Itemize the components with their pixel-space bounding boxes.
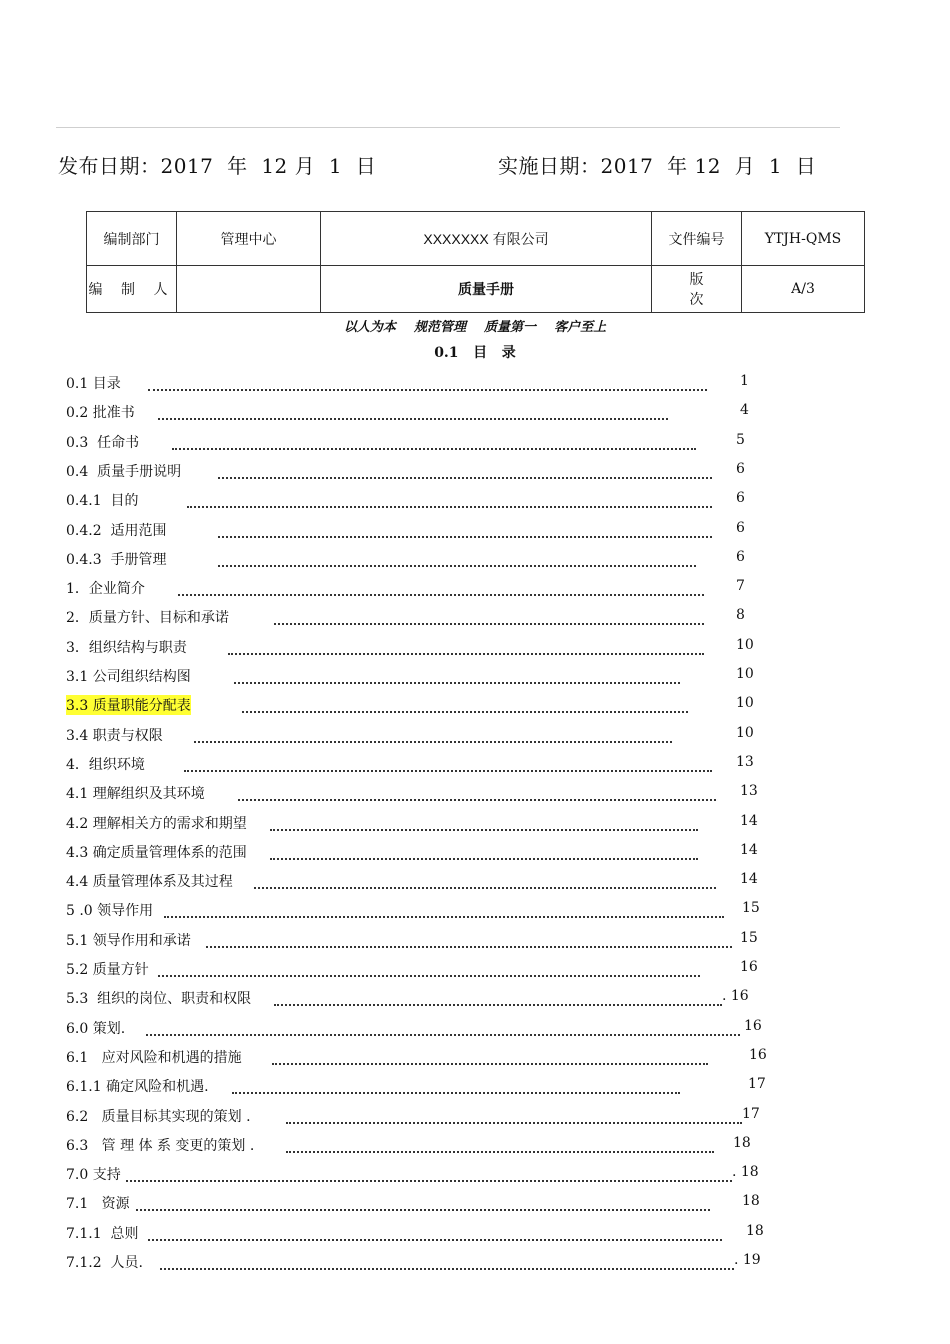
- toc-entry-label: 0.3 任命书: [66, 434, 140, 451]
- toc-entry-page: 14: [740, 841, 758, 858]
- toc-entry[interactable]: [0, 754, 950, 778]
- toc-entry-label: 6.1 应对风险和机遇的措施: [66, 1049, 242, 1066]
- toc-entry-page: 17: [742, 1105, 760, 1122]
- toc-entry-label: 7.1.1 总则: [66, 1225, 139, 1242]
- version-label: 版次: [652, 266, 742, 313]
- toc-leader-dots: [148, 373, 707, 391]
- toc-entry[interactable]: [0, 725, 950, 749]
- toc-leader-dots: [270, 813, 698, 831]
- toc-entry[interactable]: [0, 813, 950, 837]
- toc-entry-page: 6: [736, 490, 745, 507]
- toc-entry-label: 5.3 组织的岗位、职责和权限: [66, 991, 252, 1008]
- toc-entry[interactable]: [0, 373, 950, 397]
- toc-leader-dots: [228, 637, 704, 655]
- toc-entry-page: 18: [746, 1222, 764, 1239]
- toc-leader-dots: [274, 988, 722, 1006]
- toc-entry-page: 5: [736, 431, 745, 448]
- manual-title: 质量手册: [321, 266, 652, 313]
- toc-entry-page: 10: [736, 636, 754, 653]
- toc-entry[interactable]: [0, 1135, 950, 1159]
- toc-entry[interactable]: [0, 490, 950, 514]
- toc-entry-page: 6: [736, 548, 745, 565]
- toc-entry-page: 16: [740, 959, 758, 975]
- toc-entry-page: 7: [736, 578, 745, 595]
- toc-entry[interactable]: [0, 1252, 950, 1276]
- toc-leader-dots: [254, 871, 716, 889]
- document-header-table: [86, 211, 865, 313]
- toc-leader-dots: [172, 432, 696, 450]
- toc-entry-page: 14: [740, 871, 758, 888]
- toc-title: 0.1 目 录: [434, 345, 516, 361]
- toc-leader-dots: [126, 1164, 732, 1182]
- toc-entry-page: 10: [736, 666, 754, 682]
- toc-leader-dots: [184, 754, 712, 772]
- toc-entry[interactable]: [0, 900, 950, 924]
- toc-entry-label: 4.2 理解相关方的需求和期望: [66, 815, 247, 832]
- toc-entry-page: 16: [744, 1017, 762, 1034]
- toc-leader-dots: [206, 930, 732, 948]
- toc-entry[interactable]: [0, 988, 950, 1012]
- toc-entry-page: 4: [740, 402, 749, 419]
- toc-leader-dots: [270, 842, 698, 860]
- toc-entry-label: 7.1.2 人员.: [66, 1255, 143, 1271]
- toc-entry-label: 5.2 质量方针: [66, 962, 149, 978]
- toc-entry-page: 13: [736, 753, 754, 770]
- toc-entry[interactable]: [0, 1076, 950, 1100]
- toc-leader-dots: [232, 1076, 680, 1094]
- toc-entry[interactable]: [0, 783, 950, 807]
- toc-leader-dots: [136, 1193, 710, 1211]
- toc-entry-label: 0.4 质量手册说明: [66, 463, 182, 480]
- toc-entry[interactable]: [0, 871, 950, 895]
- toc-entry[interactable]: [0, 695, 950, 719]
- toc-entry-page: 10: [736, 695, 754, 712]
- toc-entry[interactable]: [0, 930, 950, 954]
- toc-leader-dots: [158, 402, 668, 420]
- toc-entry-label: 4.1 理解组织及其环境: [66, 786, 205, 803]
- toc-entry-page: 18: [742, 1193, 760, 1210]
- toc-entry[interactable]: [0, 549, 950, 573]
- toc-entry-label: 6.2 质量目标其实现的策划 .: [66, 1108, 251, 1125]
- toc-entry-label: 2．质量方针、目标和承诺: [66, 610, 229, 627]
- toc-entry-label: 5 .0 领导作用: [66, 903, 154, 920]
- toc-leader-dots: [146, 1018, 740, 1036]
- toc-entry-page: 6: [736, 460, 745, 477]
- toc-leader-dots: [160, 1252, 734, 1270]
- file-no-label: 文件编号: [652, 212, 742, 266]
- toc-leader-dots: [274, 607, 704, 625]
- toc-entry[interactable]: [0, 1193, 950, 1217]
- toc-entry-page: 10: [736, 724, 754, 741]
- toc-leader-dots: [286, 1135, 714, 1153]
- toc-entry-label: 1．企业简介: [66, 581, 145, 598]
- publish-date: 发布日期：2017 年 12 月 1 日: [58, 154, 377, 178]
- toc-leader-dots: [194, 725, 672, 743]
- toc-entry-label: 6.0 策划.: [66, 1020, 126, 1037]
- toc-entry-label: 4.3 确定质量管理体系的范围: [66, 844, 247, 861]
- top-divider: [56, 127, 840, 128]
- toc-leader-dots: [272, 1047, 708, 1065]
- toc-entry-label: 0.1 目录: [66, 376, 121, 392]
- file-no-value: YTJH-QMS: [742, 212, 865, 266]
- company-slogan: 以人为本 规范管理 质量第一 客户至上: [343, 320, 607, 335]
- toc-entry-page: . 16: [722, 988, 749, 1005]
- toc-entry[interactable]: [0, 607, 950, 631]
- toc-leader-dots: [218, 520, 712, 538]
- toc-entry-page: 8: [736, 607, 745, 624]
- toc-leader-dots: [238, 783, 716, 801]
- toc-entry[interactable]: [0, 432, 950, 456]
- toc-entry-page: 1: [740, 373, 749, 389]
- toc-entry[interactable]: [0, 1047, 950, 1071]
- toc-entry-label: 6.1.1 确定风险和机遇.: [66, 1079, 209, 1096]
- toc-entry-label: 3.4 职责与权限: [66, 727, 163, 744]
- toc-entry[interactable]: [0, 1164, 950, 1188]
- toc-leader-dots: [164, 900, 724, 918]
- toc-leader-dots: [187, 490, 712, 508]
- toc-entry-label: 0.4.2 适用范围: [66, 522, 167, 539]
- toc-entry[interactable]: [0, 578, 950, 602]
- company-name: XXXXXXX 有限公司: [321, 212, 652, 266]
- toc-entry-label: 5.1 领导作用和承诺: [66, 932, 191, 949]
- toc-leader-dots: [234, 666, 680, 684]
- toc-entry-page: 18: [733, 1134, 751, 1151]
- toc-leader-dots: [178, 578, 704, 596]
- toc-entry-label: 6.3 管 理 体 系 变更的策划 .: [66, 1137, 255, 1154]
- toc-entry-label: 0.2 批准书: [66, 405, 135, 422]
- toc-entry[interactable]: [0, 1106, 950, 1130]
- toc-entry-label: 0.4.1 目的: [66, 493, 139, 510]
- toc-entry-page: 6: [736, 519, 745, 536]
- toc-entry-page: 13: [740, 783, 758, 800]
- toc-entry-page: 16: [749, 1046, 767, 1063]
- toc-entry-label: 0.4.3 手册管理: [66, 551, 167, 568]
- toc-entry[interactable]: [0, 637, 950, 661]
- toc-entry-label: 3.3 质量职能分配表: [66, 695, 191, 715]
- toc-entry[interactable]: [0, 461, 950, 485]
- author-value: [177, 266, 321, 313]
- toc-entry[interactable]: [0, 959, 950, 983]
- toc-leader-dots: [242, 695, 688, 713]
- toc-leader-dots: [286, 1106, 742, 1124]
- toc-entry[interactable]: [0, 1018, 950, 1042]
- toc-leader-dots: [158, 959, 700, 977]
- toc-leader-dots: [218, 549, 696, 567]
- toc-leader-dots: [148, 1223, 722, 1241]
- toc-entry-label: 3.1 公司组织结构图: [66, 669, 191, 685]
- toc-entry[interactable]: [0, 1223, 950, 1247]
- toc-entry[interactable]: [0, 842, 950, 866]
- dept-label: 编制部门: [87, 212, 177, 266]
- toc-entry-label: 7.1 资源: [66, 1196, 130, 1213]
- toc-entry-page: 14: [740, 812, 758, 829]
- toc-entry-page: 15: [742, 900, 760, 917]
- author-label: 编 制 人: [87, 266, 177, 313]
- toc-entry-label: 7.0 支持: [66, 1167, 121, 1184]
- toc-entry-page: 15: [740, 929, 758, 946]
- toc-entry-page: . 18: [732, 1164, 759, 1181]
- dept-value: 管理中心: [177, 212, 321, 266]
- toc-entry[interactable]: [0, 666, 950, 690]
- toc-entry-page: . 19: [734, 1252, 761, 1268]
- effective-date: 实施日期：2017 年 12 月 1 日: [498, 154, 817, 178]
- toc-entry-page: 17: [748, 1076, 766, 1093]
- version-value: A/3: [742, 266, 865, 313]
- toc-leader-dots: [218, 461, 712, 479]
- toc-entry-label: 3．组织结构与职责: [66, 639, 187, 656]
- toc-entry-label: 4.4 质量管理体系及其过程: [66, 874, 233, 891]
- toc-entry[interactable]: [0, 402, 950, 426]
- toc-entry-label: 4．组织环境: [66, 756, 145, 773]
- toc-entry[interactable]: [0, 520, 950, 544]
